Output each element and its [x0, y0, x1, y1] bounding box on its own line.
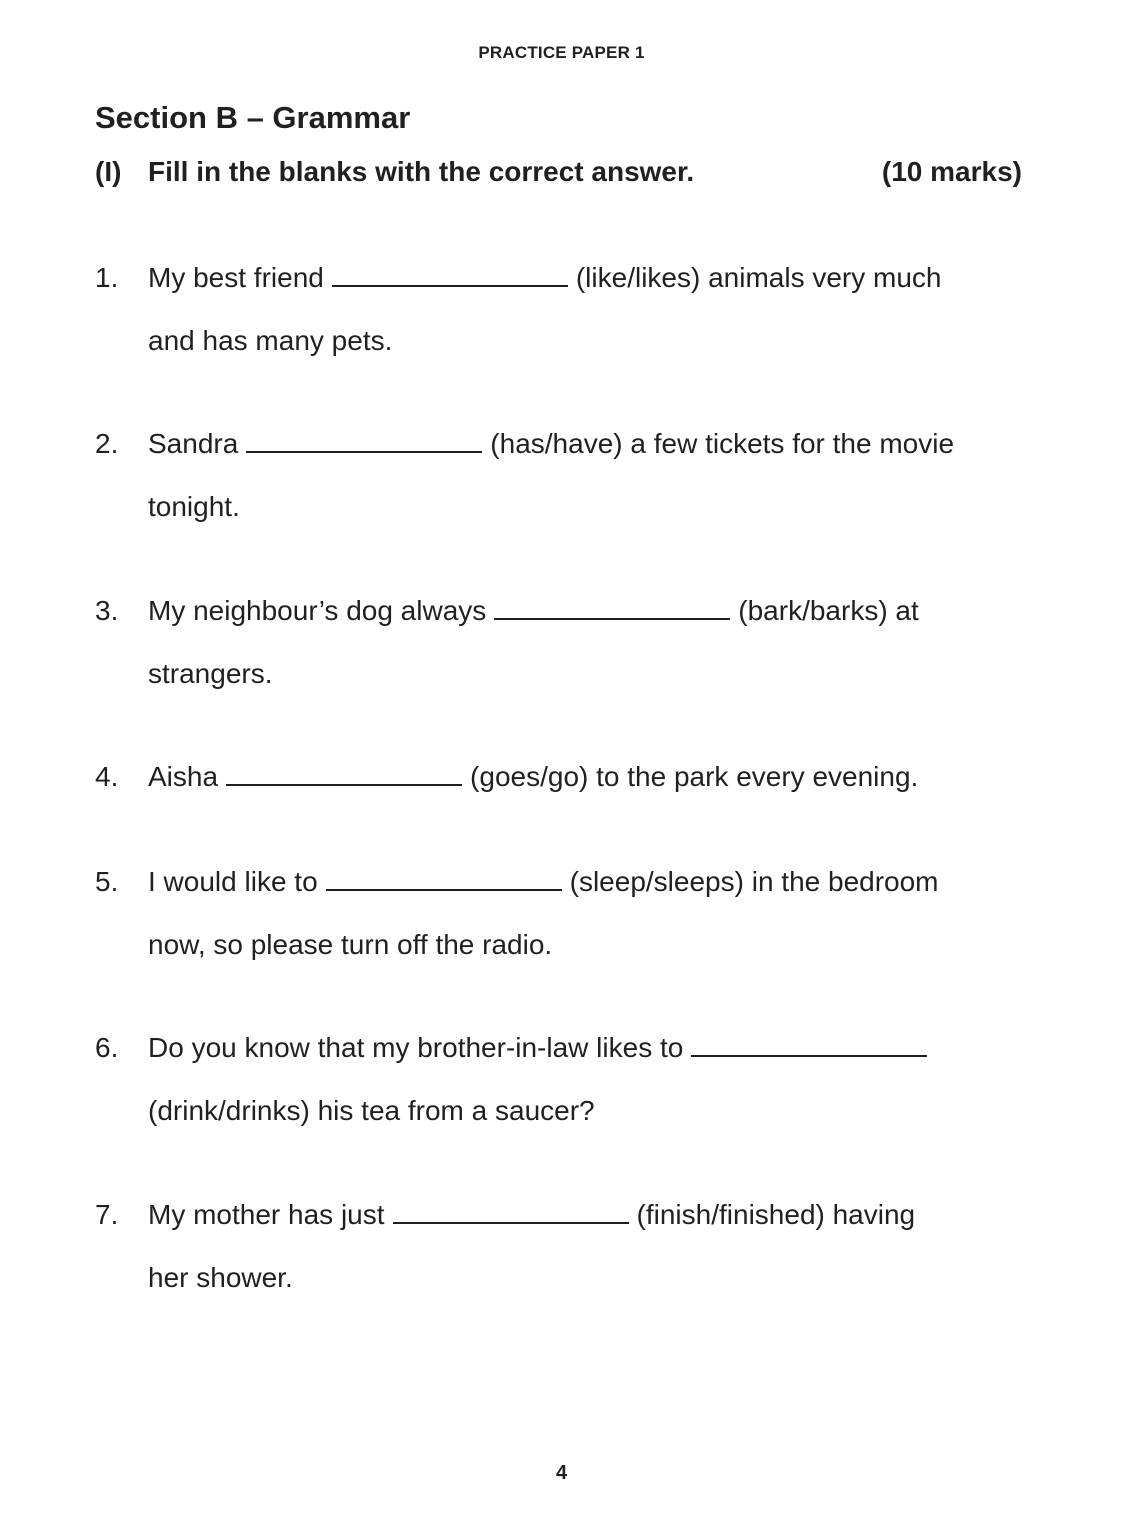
- question-text-before: I would like to: [148, 866, 318, 897]
- page-header: PRACTICE PAPER 1: [478, 43, 645, 62]
- answer-blank[interactable]: [332, 285, 568, 287]
- question-text-before: Do you know that my brother-in-law likes to: [148, 1032, 684, 1063]
- page-number: 4: [555, 1462, 568, 1484]
- question-text-before: My mother has just: [148, 1199, 385, 1230]
- answer-blank[interactable]: [691, 1055, 927, 1057]
- question-text-continuation: (drink/drinks) his tea from a saucer?: [148, 1095, 595, 1126]
- answer-blank[interactable]: [393, 1222, 629, 1224]
- question-text-after: (like/likes) animals very much: [575, 262, 942, 293]
- question-number: 6.: [95, 1032, 119, 1063]
- question-text-before: Sandra: [148, 428, 239, 459]
- question-text-before: Aisha: [148, 761, 219, 792]
- section-title: Section B – Grammar: [95, 100, 411, 135]
- question-text-continuation: now, so please turn off the radio.: [148, 929, 553, 960]
- question-text-before: My neighbour’s dog always: [148, 595, 487, 626]
- answer-blank[interactable]: [326, 889, 562, 891]
- question-text-after: (goes/go) to the park every evening.: [470, 761, 919, 792]
- answer-blank[interactable]: [246, 451, 482, 453]
- question-text-before: My best friend: [148, 262, 324, 293]
- question-text-after: (finish/finished) having: [636, 1199, 916, 1230]
- instruction-text: Fill in the blanks with the correct answer.: [148, 156, 695, 187]
- question-number: 2.: [95, 428, 119, 459]
- question-number: 7.: [95, 1199, 119, 1230]
- question-text-continuation: her shower.: [148, 1262, 293, 1293]
- instruction-number: (I): [95, 156, 122, 187]
- question-text-continuation: strangers.: [148, 658, 273, 689]
- question-text-continuation: and has many pets.: [148, 325, 393, 356]
- question-number: 1.: [95, 262, 119, 293]
- question-text-continuation: tonight.: [148, 491, 240, 522]
- instruction-row: [95, 156, 1022, 188]
- question-number: 4.: [95, 761, 119, 792]
- question-number: 5.: [95, 866, 119, 897]
- instruction-marks: (10 marks): [881, 156, 1022, 187]
- question-text-after: (sleep/sleeps) in the bedroom: [569, 866, 939, 897]
- answer-blank[interactable]: [494, 618, 730, 620]
- question-text-after: (bark/barks) at: [738, 595, 919, 626]
- question-text-after: (has/have) a few tickets for the movie: [490, 428, 955, 459]
- answer-blank[interactable]: [226, 784, 462, 786]
- question-number: 3.: [95, 595, 119, 626]
